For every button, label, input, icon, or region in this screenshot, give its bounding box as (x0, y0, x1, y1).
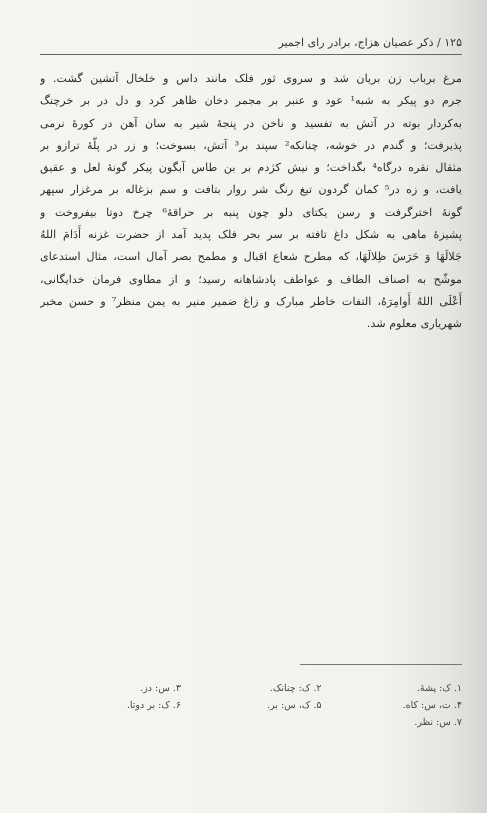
running-header: ۱۲۵ / ذکر عصیان هزاج، برادر رای اجمیر (278, 36, 462, 49)
text-line: مرغ برباب زن بریان شد و سروی ثور فلک مانند داس و خلخال آتشین گشت. و (40, 72, 462, 85)
text-line: جرم دو پیکر به شبه¹ عود و عنبر بر مجمر دخان ظاهر کرد و دل در بر خرچنگ (40, 94, 462, 108)
text-line: گونهٔ اخترگرفت و رسن یکتای دلو چون پنبه بر حراقهٔ⁶ چرخ دوتا بیفروخت و (40, 205, 462, 219)
footnote: ۵. ک، س: بر. (267, 700, 322, 711)
footnote-row (40, 680, 462, 697)
header-rule (40, 54, 462, 55)
footnote: ۴. ت، س: کاه. (402, 700, 462, 711)
text-line: پذیرفت؛ و گندم در خوشه، چنانکه² سپند بر³ آتش، بسوخت؛ و زر در پلّهٔ ترازو بر (40, 138, 462, 152)
text-line: به‌کردار بوته در آتش به تفسید و ناخن در پنجهٔ شیر به سان آهن در کورهٔ نرمی (40, 116, 462, 130)
body-text (40, 68, 462, 336)
text-line: پشیزهٔ ماهی به شکل داغ تافته بر سر بحر فلک پدید آمد از حضرت غزنه أَدَامَ اللهُ (40, 228, 462, 242)
footnote-rule (300, 664, 462, 665)
footnote (181, 714, 322, 731)
footnote: ۷. س: نظر. (414, 717, 462, 728)
text-line: مثقال نقره درگاه⁴ بگداخت؛ و نیش کژدم بر بن طاس آبگون پیکر گونهٔ لعل و عقیق (40, 161, 462, 175)
text-line: أَعْلَی اللهُ أَوامِرَهُ، التفات خاطر مبارک و زاغ ضمیر منیر به یمن منظر⁷ و حسن مخبر (40, 294, 462, 308)
footnotes (40, 680, 462, 731)
footnote: ۶. ک: بر دوتا. (126, 700, 181, 711)
text-line: موشّح به اصناف الطاف و عواطف پادشاهانه رسید؛ و از مطاوی فرمان خدایگانی، (40, 272, 462, 286)
text-line: شهریاری معلوم شد. (366, 317, 462, 331)
footnote-row (40, 714, 462, 731)
footnote: ۲. ک: چنانک. (269, 683, 322, 694)
footnote: ۱. ک: پشهٔ. (416, 683, 462, 694)
text-line: جَلالَهَا وَ حَرَسَ ظِلالَهَا، که مطرح شعاع اقبال و مطمح بصر آمال است، مثال استدعای (40, 250, 462, 264)
text-line: یافت، و زه در⁵ کمان گردون تیغ رنگ شر روار بتافت و سم بزغاله بر مرغزار سپهر (40, 183, 462, 197)
footnote: ۳. س: دز. (140, 683, 181, 694)
footnote-row (40, 697, 462, 714)
footnote (40, 714, 181, 731)
